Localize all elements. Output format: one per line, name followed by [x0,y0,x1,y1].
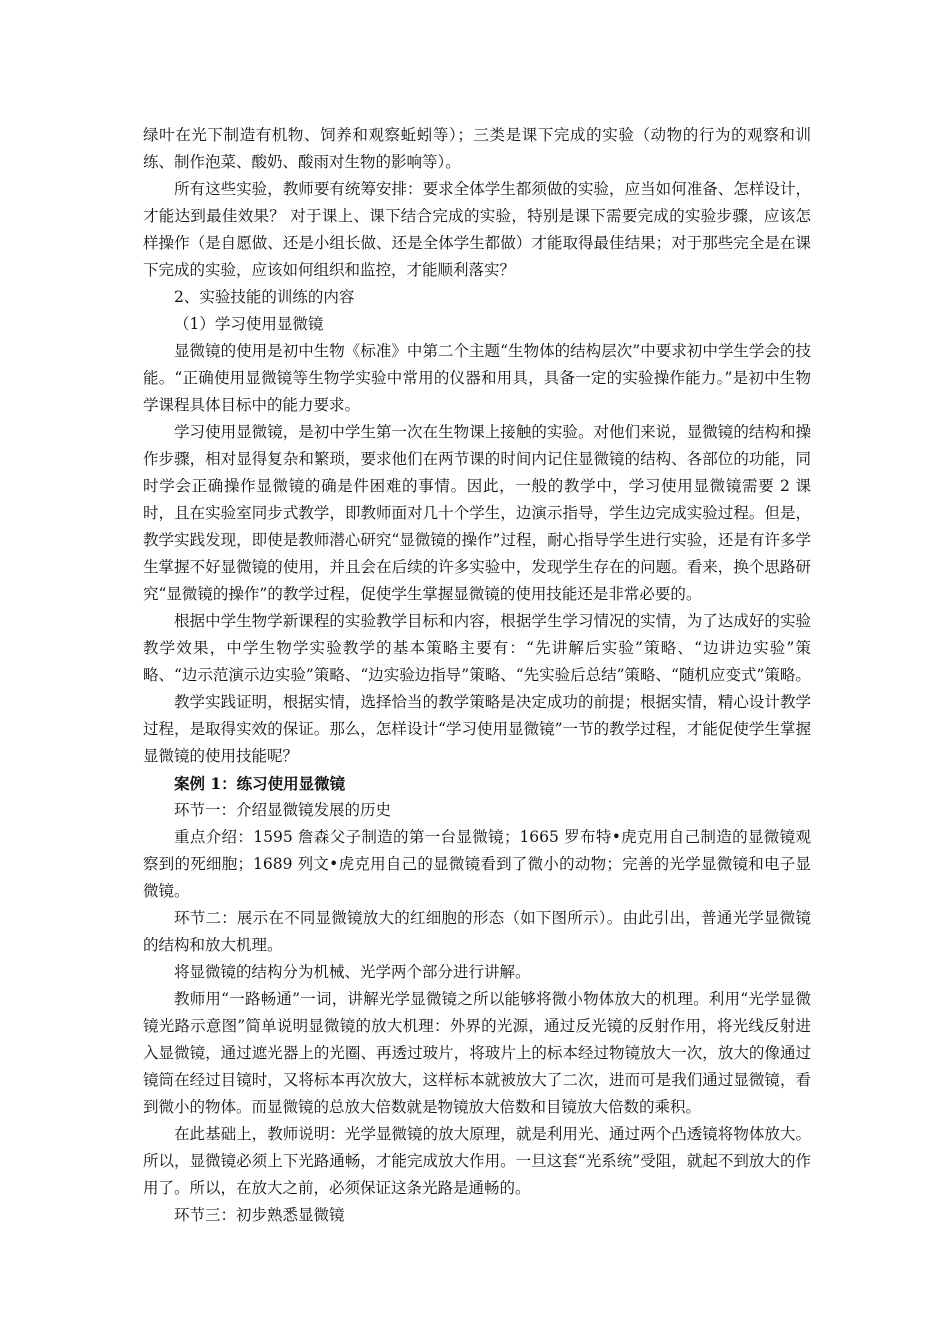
section-heading-skill-training: 2、实验技能的训练的内容 [174,288,355,306]
paragraph-microscope-standard: 显微镜的使用是初中生物《标准》中第二个主题“生物体的结构层次”中要求初中学生学会的技能。“正确使用显微镜等生物学实验中常用的仪器和用具，具备一定的实验操作能力。”是初中生物学课程具体目标中的能力要求。 [143,342,811,414]
paragraph-structure-parts: 将显微镜的结构分为机械、光学两个部分进行讲解。 [174,963,531,981]
paragraph-microscope-difficulty: 学习使用显微镜，是初中学生第一次在生物课上接触的实验。对他们来说，显微镜的结构和操作步骤，相对显得复杂和繁琐，要求他们在两节课的时间内记住显微镜的结构、各部位的功能，同时学会正确操作显微镜的确是件困难的事情。因此，一般的教学中，学习使用显微镜需要 2 课时，且在实验室同步式教学，即教师面对几十个学生，边演示指导，学生边完成实验过程。但是，教学实践发现，即使是教师潜心研究“显微镜的操作”过程，耐心指导学生进行实验，还是有许多学生掌握不好显微镜的使用，并且会在后续的许多实验中，发现学生存在的问题。看来，换个思路研究“显微镜的操作”的教学过程，促使学生掌握显微镜的使用技能还是非常必要的。 [143,423,811,603]
paragraph-microscope-history: 重点介绍：1595 詹森父子制造的第一台显微镜；1665 罗布特•虎克用自己制造的显微镜观察到的死细胞；1689 列文•虎克用自己的显微镜看到了微小的动物；完善的光学显微镜和电子显微镜。 [143,828,811,900]
paragraph-teaching-practice: 教学实践证明，根据实情，选择恰当的教学策略是决定成功的前提；根据实情，精心设计教学过程，是取得实效的保证。那么，怎样设计“学习使用显微镜”一节的教学过程，才能促使学生掌握显微镜的使用技能呢？ [143,693,811,765]
step-three-heading: 环节三：初步熟悉显微镜 [174,1206,345,1224]
paragraph-experiment-planning: 所有这些实验，教师要有统筹安排：要求全体学生都须做的实验，应当如何准备、怎样设计，才能达到最佳效果？ 对于课上、课下结合完成的实验，特别是课下需要完成的实验步骤，应该怎样操作（是自愿做、还是小组长做、还是全体学生都做）才能取得最佳结果；对于那些完全是在课下完成的实验，应该如何组织和监控，才能顺利落实？ [143,180,811,279]
case-heading: 案例 1：练习使用显微镜 [174,774,346,793]
step-two-paragraph: 环节二：展示在不同显微镜放大的红细胞的形态（如下图所示）。由此引出，普通光学显微镜的结构和放大机理。 [143,909,811,954]
subsection-heading-microscope: （1）学习使用显微镜 [174,315,324,333]
paragraph-magnification-mechanism: 教师用“一路畅通”一词，讲解光学显微镜之所以能够将微小物体放大的机理。利用“光学显微镜光路示意图”简单说明显微镜的放大机理：外界的光源，通过反光镜的反射作用，将光线反射进入显微镜，通过遮光器上的光圈、再透过玻片，将玻片上的标本经过物镜放大一次，放大的像通过镜筒在经过目镜时，又将标本再次放大，这样标本就被放大了二次，进而可是我们通过显微镜，看到微小的物体。而显微镜的总放大倍数就是物镜放大倍数和目镜放大倍数的乘积。 [143,990,811,1116]
step-one-heading: 环节一：介绍显微镜发展的历史 [174,801,392,819]
paragraph-teaching-strategies: 根据中学生物学新课程的实验教学目标和内容，根据学生学习情况的实情，为了达成好的实验教学效果，中学生物学实验教学的基本策略主要有：“先讲解后实验”策略、“边讲边实验”策略、“边示范演示边实验”策略、“边实验边指导”策略、“先实验后总结”策略、“随机应变式”策略。 [143,612,811,684]
paragraph-optical-principle: 在此基础上，教师说明：光学显微镜的放大原理，就是利用光、通过两个凸透镜将物体放大。所以，显微镜必须上下光路通畅，才能完成放大作用。一旦这套“光系统”受阻，就起不到放大的作用了。所以，在放大之前，必须保证这条光路是通畅的。 [143,1125,811,1197]
paragraph-continuation: 绿叶在光下制造有机物、饲养和观察蚯蚓等）；三类是课下完成的实验（动物的行为的观察和训练、制作泡菜、酸奶、酸雨对生物的影响等）。 [143,126,811,171]
document-page [143,122,811,1229]
